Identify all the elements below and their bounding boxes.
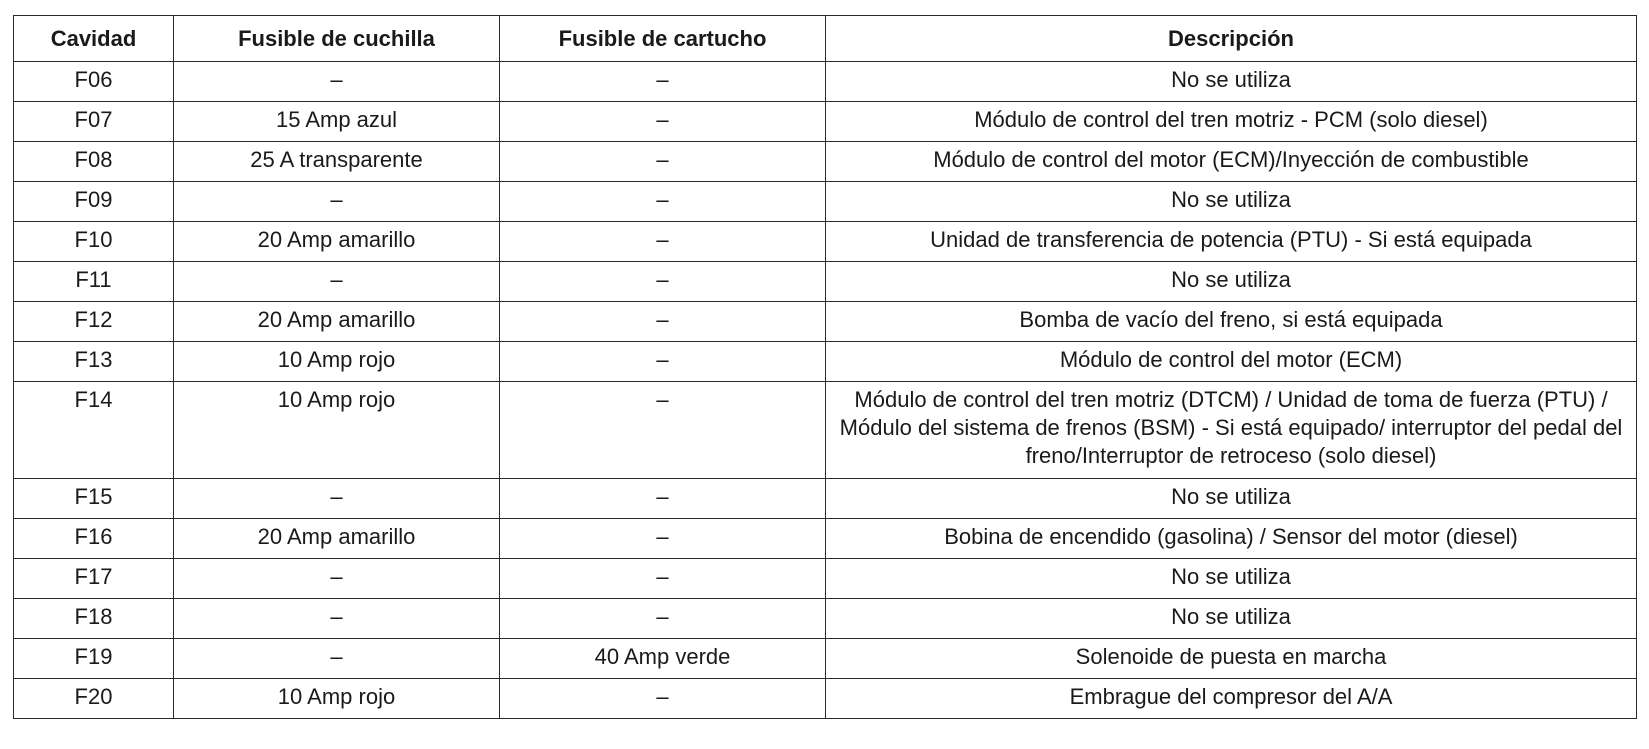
cell-cavidad: F12 xyxy=(14,302,174,342)
cell-fusible-cuchilla: – xyxy=(174,182,500,222)
cell-descripcion: No se utiliza xyxy=(826,262,1637,302)
cell-descripcion: Unidad de transferencia de potencia (PTU) - Si está equipada xyxy=(826,222,1637,262)
cell-fusible-cartucho: – xyxy=(500,382,826,479)
table-row xyxy=(14,222,1637,262)
cell-descripcion: No se utiliza xyxy=(826,479,1637,519)
cell-cavidad: F11 xyxy=(14,262,174,302)
cell-cavidad: F09 xyxy=(14,182,174,222)
cell-fusible-cuchilla: 10 Amp rojo xyxy=(174,382,500,479)
cell-descripcion: No se utiliza xyxy=(826,599,1637,639)
cell-descripcion: Módulo de control del motor (ECM)/Inyección de combustible xyxy=(826,142,1637,182)
table-row xyxy=(14,599,1637,639)
cell-fusible-cuchilla: – xyxy=(174,262,500,302)
table-row xyxy=(14,262,1637,302)
header-cavidad: Cavidad xyxy=(14,16,174,62)
cell-descripcion: Módulo de control del tren motriz (DTCM) / Unidad de toma de fuerza (PTU) / Módulo del sistema de frenos (BSM) - Si está equipado/ interruptor del pedal del freno/Interruptor de retroceso (solo diesel) xyxy=(826,382,1637,479)
header-descripcion: Descripción xyxy=(826,16,1637,62)
cell-fusible-cuchilla: – xyxy=(174,639,500,679)
table-header xyxy=(14,16,1637,62)
cell-cavidad: F07 xyxy=(14,102,174,142)
header-fusible-cartucho: Fusible de cartucho xyxy=(500,16,826,62)
table-row xyxy=(14,519,1637,559)
cell-cavidad: F08 xyxy=(14,142,174,182)
fuse-table xyxy=(13,15,1637,719)
fuse-table-container xyxy=(13,15,1637,719)
cell-descripcion: Bomba de vacío del freno, si está equipada xyxy=(826,302,1637,342)
header-row xyxy=(14,16,1637,62)
cell-cavidad: F20 xyxy=(14,679,174,719)
table-row xyxy=(14,559,1637,599)
cell-fusible-cuchilla: – xyxy=(174,62,500,102)
table-row xyxy=(14,182,1637,222)
cell-cavidad: F18 xyxy=(14,599,174,639)
cell-fusible-cuchilla: 10 Amp rojo xyxy=(174,679,500,719)
cell-fusible-cuchilla: 20 Amp amarillo xyxy=(174,519,500,559)
cell-fusible-cartucho: – xyxy=(500,142,826,182)
cell-fusible-cartucho: – xyxy=(500,302,826,342)
table-body xyxy=(14,62,1637,719)
table-row xyxy=(14,639,1637,679)
cell-fusible-cuchilla: 15 Amp azul xyxy=(174,102,500,142)
cell-fusible-cartucho: – xyxy=(500,599,826,639)
cell-descripcion: Solenoide de puesta en marcha xyxy=(826,639,1637,679)
cell-fusible-cuchilla: – xyxy=(174,599,500,639)
header-fusible-cuchilla: Fusible de cuchilla xyxy=(174,16,500,62)
table-row xyxy=(14,382,1637,479)
cell-descripcion: No se utiliza xyxy=(826,62,1637,102)
cell-descripcion: No se utiliza xyxy=(826,182,1637,222)
cell-fusible-cuchilla: – xyxy=(174,559,500,599)
cell-cavidad: F15 xyxy=(14,479,174,519)
table-row xyxy=(14,142,1637,182)
cell-cavidad: F06 xyxy=(14,62,174,102)
cell-fusible-cartucho: – xyxy=(500,559,826,599)
cell-cavidad: F13 xyxy=(14,342,174,382)
cell-cavidad: F19 xyxy=(14,639,174,679)
table-row xyxy=(14,302,1637,342)
cell-fusible-cartucho: – xyxy=(500,182,826,222)
cell-cavidad: F16 xyxy=(14,519,174,559)
cell-descripcion: Módulo de control del tren motriz - PCM (solo diesel) xyxy=(826,102,1637,142)
cell-fusible-cartucho: – xyxy=(500,679,826,719)
table-row xyxy=(14,679,1637,719)
cell-fusible-cartucho: – xyxy=(500,519,826,559)
cell-descripcion: Embrague del compresor del A/A xyxy=(826,679,1637,719)
table-row xyxy=(14,479,1637,519)
cell-cavidad: F14 xyxy=(14,382,174,479)
cell-fusible-cuchilla: 20 Amp amarillo xyxy=(174,302,500,342)
cell-fusible-cuchilla: 10 Amp rojo xyxy=(174,342,500,382)
cell-fusible-cartucho: – xyxy=(500,102,826,142)
cell-cavidad: F10 xyxy=(14,222,174,262)
cell-fusible-cartucho: 40 Amp verde xyxy=(500,639,826,679)
table-row xyxy=(14,342,1637,382)
cell-fusible-cuchilla: – xyxy=(174,479,500,519)
cell-fusible-cartucho: – xyxy=(500,342,826,382)
cell-descripcion: No se utiliza xyxy=(826,559,1637,599)
cell-fusible-cartucho: – xyxy=(500,222,826,262)
cell-fusible-cuchilla: 25 A transparente xyxy=(174,142,500,182)
cell-cavidad: F17 xyxy=(14,559,174,599)
cell-fusible-cartucho: – xyxy=(500,479,826,519)
table-row xyxy=(14,102,1637,142)
cell-descripcion: Módulo de control del motor (ECM) xyxy=(826,342,1637,382)
table-row xyxy=(14,62,1637,102)
cell-descripcion: Bobina de encendido (gasolina) / Sensor del motor (diesel) xyxy=(826,519,1637,559)
cell-fusible-cartucho: – xyxy=(500,62,826,102)
cell-fusible-cartucho: – xyxy=(500,262,826,302)
cell-fusible-cuchilla: 20 Amp amarillo xyxy=(174,222,500,262)
